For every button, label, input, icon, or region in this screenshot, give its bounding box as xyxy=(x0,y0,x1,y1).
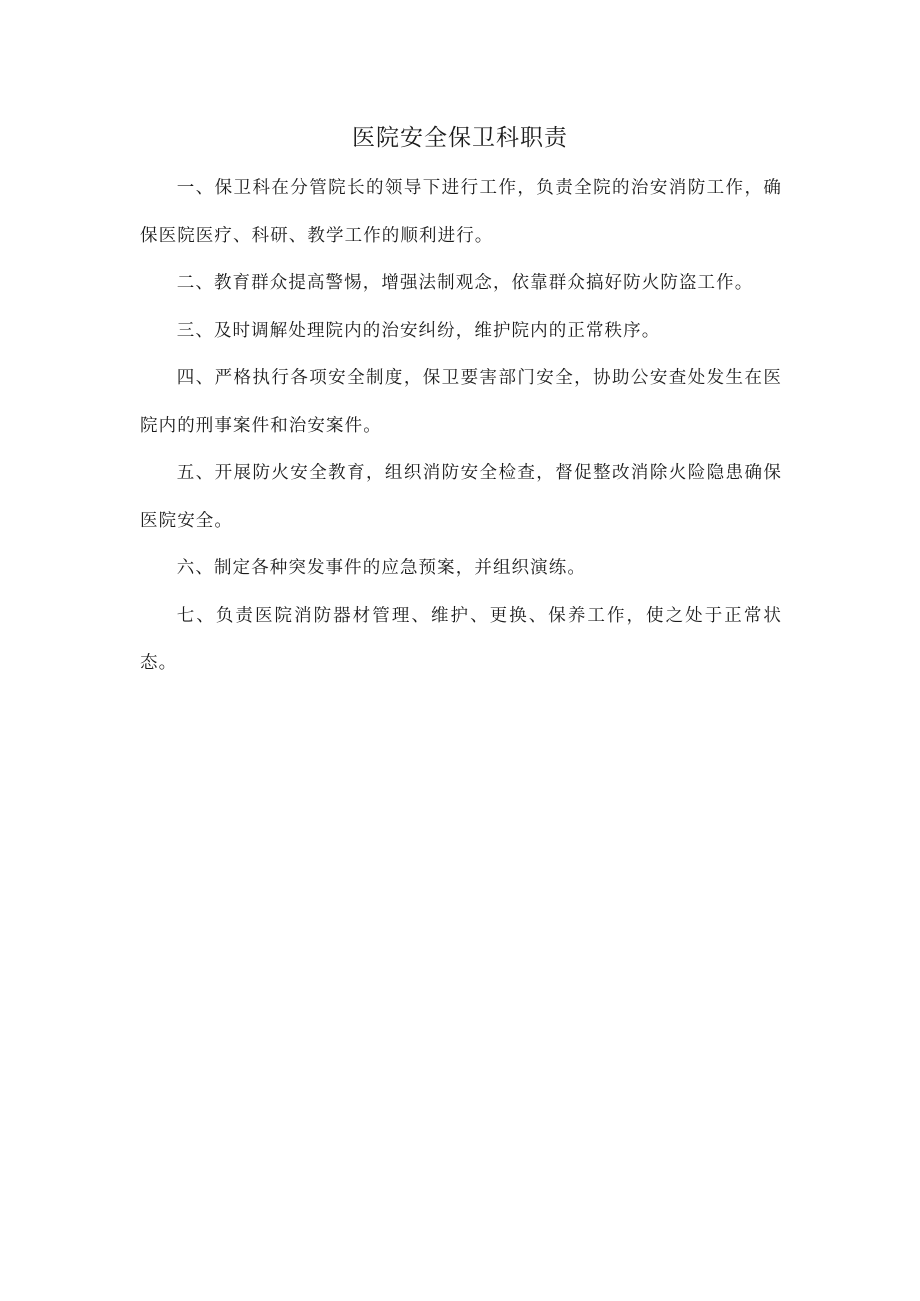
document-body xyxy=(140,165,782,688)
paragraph-2: 二、教育群众提高警惕，增强法制观念，依靠群众搞好防火防盗工作。 xyxy=(176,273,754,293)
paragraph-3: 三、及时调解处理院内的治安纠纷，维护院内的正常秩序。 xyxy=(176,320,661,341)
paragraph-4: 四、严格执行各项安全制度，保卫要害部门安全，协助公安查处发生在医院内的刑事案件和治安案件。 xyxy=(140,368,782,436)
paragraph-5: 五、开展防火安全教育，组织消防安全检查，督促整改消除火险隐患确保医院安全。 xyxy=(140,463,782,531)
document-title: 医院安全保卫科职责 xyxy=(352,125,568,151)
paragraph-1: 一、保卫科在分管院长的领导下进行工作，负责全院的治安消防工作，确保医院医疗、科研、教学工作的顺利进行。 xyxy=(140,178,782,246)
paragraph-6: 六、制定各种突发事件的应急预案，并组织演练。 xyxy=(176,558,586,578)
paragraph-7: 七、负责医院消防器材管理、维护、更换、保养工作，使之处于正常状态。 xyxy=(140,605,782,673)
